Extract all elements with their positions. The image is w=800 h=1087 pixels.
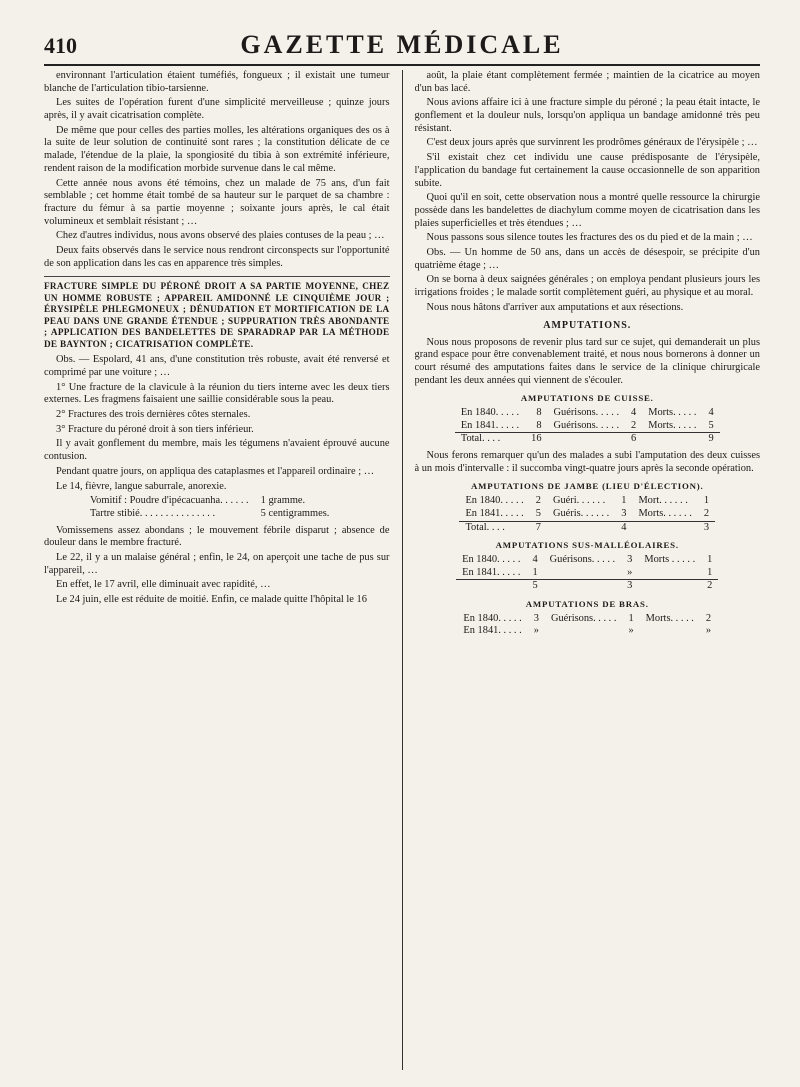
total-count: 5 (526, 580, 543, 593)
total-label: Total. . . . (455, 433, 525, 446)
left-intro-paragraphs (44, 70, 390, 270)
year-label: En 1840. . . . . (463, 612, 522, 624)
total-dead: 9 (702, 433, 719, 446)
dead: 5 (708, 419, 714, 431)
total-count: 16 (525, 433, 547, 446)
stats-row (455, 420, 720, 433)
body-paragraph: Chez d'autres individus, nous avons observé des plaies contuses de la peau ; … (56, 230, 385, 242)
year-label: En 1840. . . . . (462, 553, 521, 565)
dead-label (638, 567, 701, 580)
healed-label: Guérisons. . . . . (549, 553, 616, 565)
blank (548, 433, 626, 446)
prescription-dose: 5 centigrammes. (260, 507, 330, 519)
stats-table-title: AMPUTATIONS DE JAMBE (LIEU D'ÉLECTION). (471, 481, 704, 492)
year-label: En 1841. . . . . (460, 419, 520, 431)
body-paragraph: août, la plaie étant complètement fermée ; maintien de la cicatrice au moyen d'un bas lacé. (414, 70, 760, 94)
body-paragraph: Les suites de l'opération furent d'une simplicité merveilleuse ; quinze jours après, il y avait cicatrisation complète. (44, 97, 390, 122)
page-number: 410 (44, 33, 77, 58)
case-paragraph: 3° Fracture du péroné droit à son tiers inférieur. (56, 423, 254, 435)
dead-label: Morts. . . . . (648, 407, 697, 419)
stats-table-title: AMPUTATIONS DE CUISSE. (520, 393, 654, 404)
total-count: 7 (530, 521, 547, 534)
total-dead: 2 (701, 580, 718, 593)
right-intro-paragraphs (415, 70, 761, 314)
healed-label: Guérisons. . . . . (553, 407, 620, 419)
amputations-title: AMPUTATIONS. (543, 320, 632, 332)
case-paragraph: 2° Fractures des trois dernières côtes sternales. (56, 409, 251, 421)
amputation-tables (415, 393, 761, 638)
healed-label (545, 625, 623, 638)
blank (547, 521, 615, 534)
case-count: 8 (536, 419, 542, 431)
blank (632, 521, 697, 534)
dead-label: Mort. . . . . . (638, 495, 688, 507)
column-divider (402, 70, 403, 1070)
healed-label: Guéri. . . . . . (552, 495, 606, 507)
stats-row (459, 495, 715, 508)
prescription-item: Vomitif : Poudre d'ipécacuanha. . . . . . (90, 495, 249, 507)
total-label: Total. . . . (459, 521, 529, 534)
stats-row (456, 567, 718, 580)
case-paragraph: Le 14, fièvre, langue saburrale, anorexie. (56, 480, 227, 492)
dead-label: Morts. . . . . (648, 419, 697, 431)
body-paragraph: Nous nous hâtons d'arriver aux amputations et aux résections. (426, 301, 684, 313)
year-label: En 1841. . . . . (463, 625, 522, 637)
stats-row (456, 554, 718, 567)
between-tables-paragraph: Nous ferons remarquer qu'un des malades a subi l'amputation des deux cuisses à un mois d'intervalle : il succomba vingt-quatre jours après la seconde opération. (414, 450, 760, 474)
stats-total-row (455, 433, 720, 446)
stats-table-title: AMPUTATIONS SUS-MALLÉOLAIRES. (495, 540, 679, 551)
case-paragraph: Vomissemens assez abondans ; le mouvement fébrile disparut ; absence de douleur dans le membre fracturé. (44, 524, 390, 549)
total-healed: 3 (621, 580, 638, 593)
case-count: 1 (532, 566, 538, 578)
left-column (44, 70, 390, 1070)
blank (642, 433, 702, 446)
two-column-body (44, 70, 760, 1070)
dead-label: Morts. . . . . (645, 612, 694, 624)
stats-row (459, 508, 715, 521)
case-count: 3 (533, 612, 539, 624)
body-paragraph: De même que pour celles des parties molles, les altérations organiques des os à la suite de leur solution de continuité sont rares ; la constitution délicate de ce malade, l'étendue de la plaie, la spongiosité du tibia à son extrémité inférieure, rendent raison de la modification morbide survenue dans le cal même. (44, 124, 390, 174)
right-column (415, 70, 761, 1070)
healed: » (628, 625, 634, 637)
total-healed: 4 (615, 521, 632, 534)
body-paragraph: Nous avions affaire ici à une fracture simple du péroné ; la peau était intacte, le gonflement et la douleur nuls, lorsqu'on appliqua un bandage amidonné très peu résistant. (414, 97, 760, 134)
body-paragraph: Deux faits observés dans le service nous rendront circonspects sur l'opportunité de son application dans les cas en apparence très simples. (44, 244, 390, 269)
total-dead: 3 (698, 521, 715, 534)
year-label: En 1841. . . . . (465, 507, 524, 519)
healed: 2 (631, 419, 637, 431)
dead: 2 (703, 507, 710, 519)
case-paragraph: 1° Une fracture de la clavicule à la réunion du tiers interne avec les deux tiers externes. Les fragmens faisaient une saillie considérable sous la peau. (44, 381, 390, 406)
blank (638, 580, 701, 593)
journal-title: GAZETTE MÉDICALE (240, 30, 564, 59)
healed-label (544, 567, 622, 580)
dead: 4 (708, 407, 714, 419)
healed: 4 (631, 407, 637, 419)
case-count: 5 (535, 507, 541, 519)
case-heading: FRACTURE SIMPLE DU PÉRONÉ DROIT A SA PARTIE MOYENNE, CHEZ UN HOMME ROBUSTE ; APPAREIL AMIDONNÉ LE CINQUIÈME JOUR ; ÉRYSIPÈLE PHLEGMONEUX ; DÉNUDATION ET MORTIFICATION DE LA PEAU DANS UNE GRANDE ÉTENDUE ; SUPPURATION TRÈS ABONDANTE ; APPLICATION DES BANDELETTES DE SPARADRAP PAR LA MÉTHODE DE BAYNTON ; CICATRISATION COMPLÈTE. (44, 276, 390, 350)
page-header (44, 30, 760, 66)
stats-row (457, 625, 717, 638)
body-paragraph: environnant l'articulation étaient tuméfiés, fongueux ; il existait une tumeur blanche de l'articulation tibio-tarsienne. (44, 70, 390, 94)
total-label (456, 580, 526, 593)
prescription-dose: 1 gramme. (260, 495, 306, 507)
stats-table-title: AMPUTATIONS DE BRAS. (525, 599, 649, 610)
dead: 2 (705, 612, 712, 624)
year-label: En 1841. . . . . (462, 566, 521, 578)
blank (544, 580, 622, 593)
stats-table (459, 495, 715, 534)
case-count: 8 (536, 407, 542, 419)
case-count: » (533, 625, 539, 637)
case-count: 2 (535, 495, 541, 507)
stats-table (455, 407, 720, 446)
prescription-item: Tartre stibié. . . . . . . . . . . . . . . (90, 507, 216, 519)
dead-label: Morts. . . . . . (638, 507, 692, 519)
body-paragraph: Nous passons sous silence toutes les fractures des os du pied et de la main ; … (426, 232, 753, 244)
case-count: 4 (532, 553, 538, 565)
case-followup-paragraphs (44, 525, 390, 607)
dead-label (640, 625, 700, 638)
healed: 1 (621, 495, 627, 507)
stats-total-row (459, 521, 715, 534)
body-paragraph: S'il existait chez cet individu une cause prédisposante de l'érysipèle, l'application du bandage fut certainement la cause occasionnelle de son apparition subite. (414, 152, 760, 189)
stats-row (455, 407, 720, 420)
healed-label: Guérisons. . . . . (550, 612, 617, 624)
case-paragraph: Il y avait gonflement du membre, mais les tégumens n'avaient éprouvé aucune contusion. (44, 438, 390, 463)
body-paragraph: C'est deux jours après que survinrent les prodrômes généraux de l'érysipèle ; … (426, 137, 758, 149)
healed: 3 (621, 507, 627, 519)
dead: 1 (707, 566, 713, 578)
case-paragraph: Le 22, il y a un malaise général ; enfin, le 24, on aperçoit une tache de pus sur l'appareil, … (44, 551, 390, 576)
total-healed: 6 (625, 433, 642, 446)
healed-label: Guéris. . . . . . (552, 507, 610, 519)
body-paragraph: Obs. — Un homme de 50 ans, dans un accès de désespoir, se précipite d'un quatrième étage ; … (414, 246, 760, 271)
dead: 1 (707, 553, 713, 565)
body-paragraph: Quoi qu'il en soit, cette observation nous a montré quelle ressource la chirurgie possède dans les bandelettes de diachylum comme moyen de cicatrisation dans les plaies superficielles et très étendues ; … (414, 192, 760, 229)
healed: 1 (628, 612, 634, 624)
body-paragraph: On se borna à deux saignées générales ; on employa pendant plusieurs jours les irrigations froides ; le malade sortit complètement guéri, au physique et au moral. (414, 274, 760, 298)
year-label: En 1840. . . . . (465, 495, 524, 507)
stats-row (457, 613, 717, 626)
stats-table (456, 554, 718, 593)
case-paragraph: Le 24 juin, elle est réduite de moitié. Enfin, ce malade quitte l'hôpital le 16 (56, 594, 367, 605)
year-label: En 1840. . . . . (460, 407, 520, 419)
stats-table (457, 613, 717, 638)
body-paragraph: Cette année nous avons été témoins, chez un malade de 75 ans, d'un fait semblable ; cet homme était tombé de sa hauteur sur le parquet de sa chambre : fracture du fémur à sa partie moyenne ; soixante jours après, le cal était volumineux et semblait résistant ; … (44, 177, 390, 227)
case-paragraph: Obs. — Espolard, 41 ans, d'une constitution très robuste, avait été renversé et comprimé par une voiture ; … (44, 354, 390, 378)
prescription-row (84, 495, 335, 508)
healed: 3 (627, 553, 633, 565)
prescription-table (84, 495, 335, 520)
case-paragraph: En effet, le 17 avril, elle diminuait avec rapidité, … (56, 579, 271, 591)
dead: 1 (703, 495, 710, 507)
dead: » (705, 625, 712, 637)
case-paragraphs (44, 354, 390, 493)
stats-total-row (456, 580, 718, 593)
dead-label: Morts . . . . . (644, 553, 696, 565)
prescription-row (84, 508, 335, 521)
healed: » (627, 566, 633, 578)
case-paragraph: Pendant quatre jours, on appliqua des cataplasmes et l'appareil ordinaire ; … (56, 465, 375, 477)
amputations-intro: Nous nous proposons de revenir plus tard sur ce sujet, qui demanderait un plus grand espace pour être convenablement traité, et nous nous bornerons à donner un court résumé des amputations faites dans le service de la clinique chirurgicale pendant les deux années qui viennent de s'écouler. (414, 336, 760, 386)
healed-label: Guérisons. . . . . (553, 419, 620, 431)
